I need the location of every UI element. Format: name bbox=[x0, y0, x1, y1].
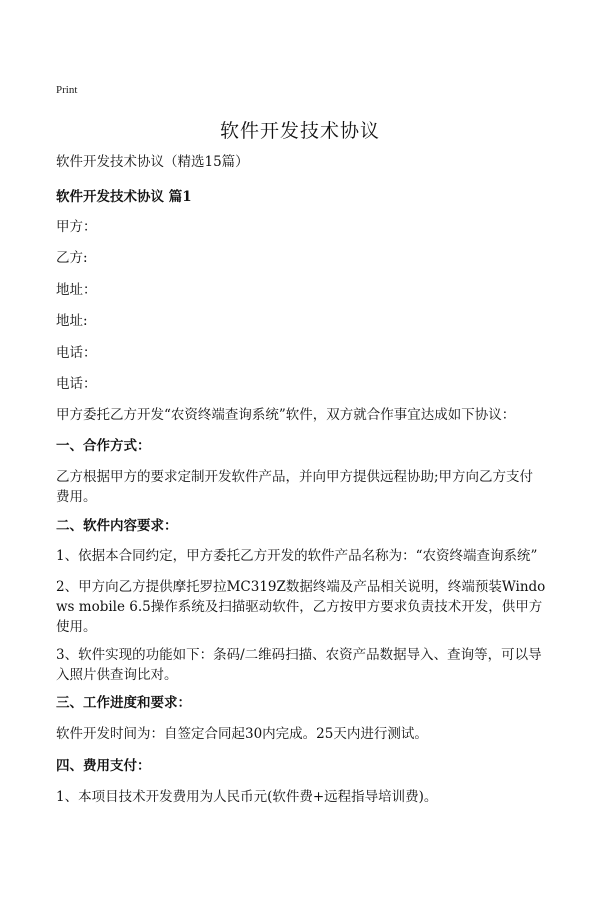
document-title: 软件开发技术协议 bbox=[219, 120, 380, 142]
heading-schedule: 三、工作进度和要求： bbox=[56, 695, 191, 711]
paragraph-functions: 3、软件实现的功能如下：条码/二维码扫描、农资产品数据导入、查询等，可以导入照片供查询比对。 bbox=[56, 647, 542, 683]
heading-payment: 四、费用支付： bbox=[56, 758, 151, 774]
document-subtitle: 软件开发技术协议（精选15篇） bbox=[56, 154, 249, 170]
paragraph-payment: 1、本项目技术开发费用为人民币元(软件费+远程指导培训费)。 bbox=[56, 789, 438, 805]
heading-software-requirements: 二、软件内容要求： bbox=[56, 518, 178, 534]
section-title: 软件开发技术协议 篇1 bbox=[56, 189, 192, 205]
party-a-field: 甲方： bbox=[56, 219, 97, 235]
paragraph-terminal: 2、甲方向乙方提供摩托罗拉MC319Z数据终端及产品相关说明，终端预装Windows mobile 6.5操作系统及扫描驱动软件，乙方按甲方要求负责技术开发，供甲方使用。 bbox=[56, 579, 546, 635]
print-label: Print bbox=[56, 84, 78, 96]
paragraph-cooperation: 乙方根据甲方的要求定制开发软件产品，并向甲方提供远程协助;甲方向乙方支付费用。 bbox=[56, 469, 534, 505]
heading-cooperation: 一、合作方式： bbox=[56, 438, 151, 454]
paragraph-schedule: 软件开发时间为：自签定合同起30内完成。25天内进行测试。 bbox=[56, 726, 428, 742]
intro-paragraph: 甲方委托乙方开发“农资终端查询系统”软件，双方就合作事宜达成如下协议： bbox=[56, 407, 516, 423]
address-field-b: 地址: bbox=[56, 313, 88, 329]
address-field-a: 地址： bbox=[56, 282, 97, 298]
party-b-field: 乙方: bbox=[56, 250, 88, 266]
paragraph-software-name: 1、依据本合同约定，甲方委托乙方开发的软件产品名称为：“农资终端查询系统” bbox=[56, 548, 538, 564]
phone-field-a: 电话： bbox=[56, 345, 97, 361]
phone-field-b: 电话： bbox=[56, 376, 97, 392]
